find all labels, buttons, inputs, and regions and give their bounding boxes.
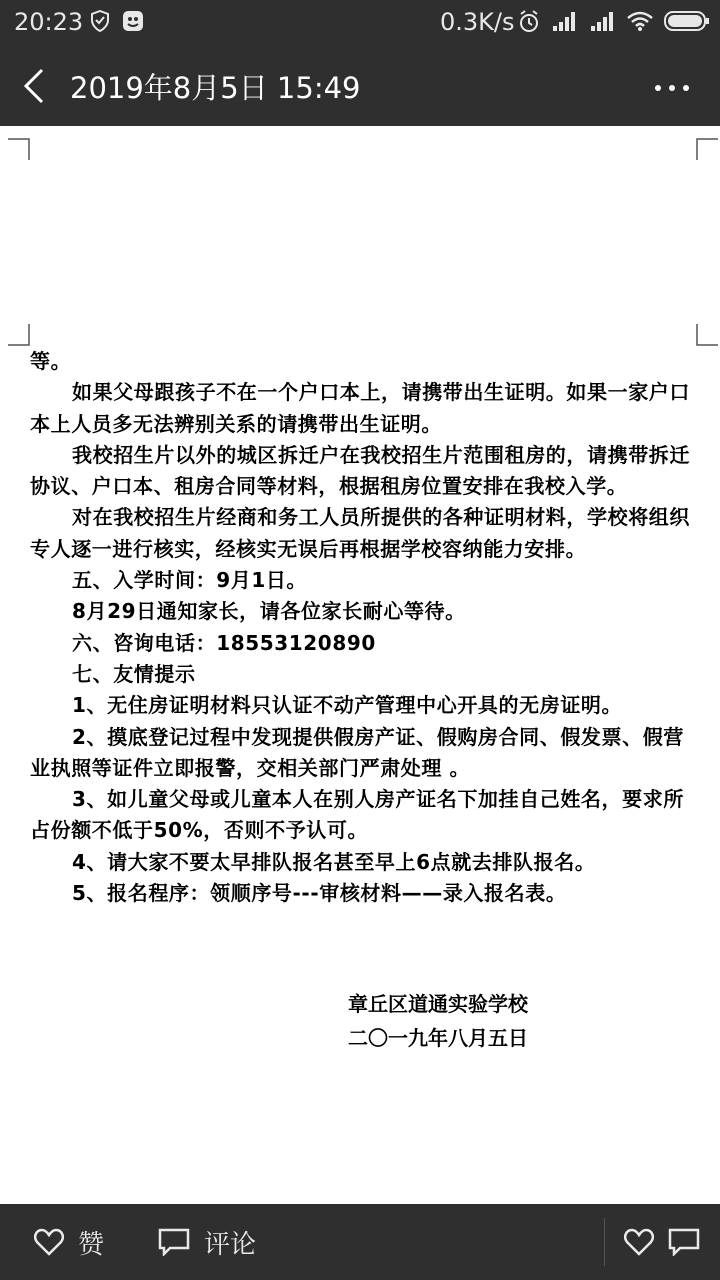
status-time: 20:23	[14, 8, 84, 36]
paragraph: 如果父母跟孩子不在一个户口本上，请携带出生证明。如果一家户口本上人员多无法辨别关系的请携带出生证明。	[30, 380, 690, 436]
heart-icon[interactable]	[624, 1228, 654, 1256]
like-button[interactable]	[34, 1222, 104, 1262]
heart-icon	[34, 1228, 64, 1256]
crop-mark-top-right	[696, 138, 718, 160]
signal-icon	[552, 10, 578, 32]
paragraph: 等。	[30, 349, 72, 373]
wifi-icon	[626, 10, 654, 32]
paragraph: 对在我校招生片经商和务工人员所提供的各种证明材料，学校将组织专人逐一进行核实，经核实无误后再根据学校容纳能力安排。	[30, 505, 690, 561]
signature-date: 二〇一九年八月五日	[348, 1026, 528, 1050]
app-icon	[122, 10, 144, 32]
paragraph: 5、报名程序：领顺序号---审核材料——录入报名表。	[72, 881, 567, 906]
paragraph: 4、请大家不要太早排队报名甚至早上6点就去排队报名。	[72, 849, 596, 874]
comment-icon[interactable]	[668, 1228, 700, 1256]
crop-mark-top-left	[8, 138, 30, 160]
signal-icon	[590, 10, 616, 32]
divider	[604, 1218, 605, 1266]
more-options-icon[interactable]	[652, 82, 692, 94]
bottom-action-bar	[0, 1204, 720, 1280]
comment-label: 评论	[204, 1229, 257, 1260]
paragraph: 六、咨询电话：18553120890	[72, 630, 376, 655]
like-label: 赞	[78, 1229, 105, 1260]
battery-icon	[664, 10, 710, 32]
back-arrow-icon[interactable]	[18, 66, 54, 106]
paragraph: 3、如儿童父母或儿童本人在别人房产证名下加挂自己姓名，要求所占份额不低于50%，否则不予认可。	[30, 787, 684, 843]
network-speed: 0.3K/s	[440, 8, 515, 36]
status-bar	[0, 0, 720, 46]
paragraph: 8月29日通知家长，请各位家长耐心等待。	[72, 599, 466, 624]
paragraph: 2、摸底登记过程中发现提供假房产证、假购房合同、假发票、假营业执照等证件立即报警，交相关部门严肃处理 。	[30, 724, 684, 780]
crop-mark-bottom-left	[8, 324, 30, 346]
document-image	[0, 126, 720, 1204]
paragraph: 我校招生片以外的城区拆迁户在我校招生片范围租房的，请携带拆迁协议、户口本、租房合同等材料，根据租房位置安排在我校入学。	[30, 442, 690, 499]
crop-mark-bottom-right	[696, 324, 718, 346]
alarm-icon	[518, 10, 540, 34]
title-bar	[0, 46, 720, 126]
comment-button[interactable]	[158, 1222, 256, 1262]
comment-icon	[158, 1228, 190, 1256]
paragraph: 七、友情提示	[72, 661, 196, 686]
paragraph: 1、无住房证明材料只认证不动产管理中心开具的无房证明。	[72, 693, 623, 718]
signature-school: 章丘区道通实验学校	[348, 992, 528, 1016]
shield-icon	[90, 10, 110, 32]
paragraph: 五、入学时间：9月1日。	[72, 568, 308, 593]
page-title: 2019年8月5日 15:49	[70, 71, 361, 105]
notice-text	[30, 346, 702, 909]
